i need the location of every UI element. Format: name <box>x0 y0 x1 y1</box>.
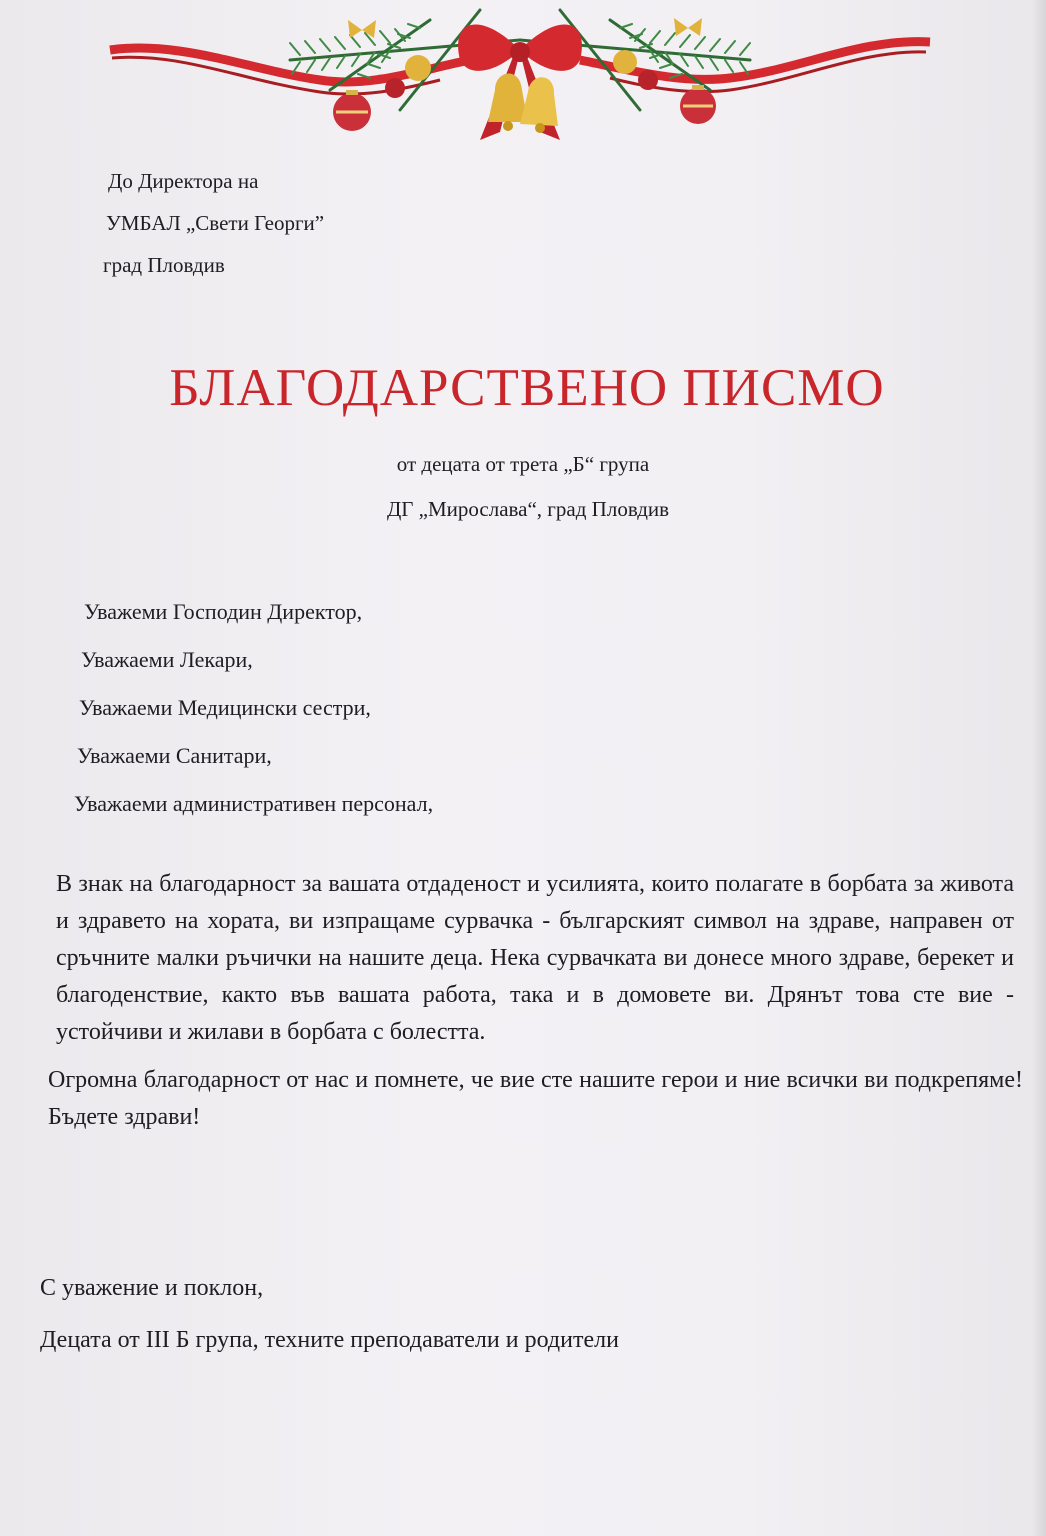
closing-block <box>40 1262 619 1366</box>
salutation-line: Уважаеми Медицински сестри, <box>79 695 371 720</box>
salutation-line: Уважеми Господин Директор, <box>84 599 363 624</box>
subtitle-line-1: от децата от трета „Б“ група <box>396 452 650 476</box>
body-paragraph-2: Огромна благодарност от нас и помнете, че вие сте нашите герои и ние всички ви подкрепяме! Бъдете здрави! <box>48 1067 1023 1130</box>
letter-title-wrapper <box>0 358 1046 418</box>
subtitle-line-2: ДГ „Мирослава“, град Пловдив <box>386 497 670 521</box>
salutation-line: Уважаеми Санитари, <box>77 743 272 768</box>
christmas-garland-icon <box>100 0 940 150</box>
recipient-line-1: До Директора на <box>108 169 259 193</box>
salutations-list <box>76 588 433 828</box>
letter-body <box>48 866 1023 1136</box>
recipient-block <box>103 160 325 286</box>
recipient-line-3: град Пловдив <box>103 253 225 277</box>
recipient-line-2: УМБАЛ „Свети Георги” <box>106 211 325 235</box>
salutation-line: Уважаеми административен персонал, <box>74 791 434 816</box>
closing-signature: Децата от III Б група, техните преподаватели и родители <box>40 1327 619 1353</box>
body-paragraph-1: В знак на благодарност за вашата отдаденост и усилията, които полагате в борбата за живота и здравето на хората, ви изпращаме сурвачка - българският символ на здраве, направен от сръчните малки ръчички на нашите деца. Нека сурвачката ви донесе много здраве, берекет и благоденствие, както във вашата работа, така и в домовете ви. Дрянът това сте вие - устойчиви и жилави в борбата с болестта. <box>56 871 1014 1045</box>
closing-line-1: С уважение и поклон, <box>40 1275 264 1301</box>
salutation-line: Уважаеми Лекари, <box>81 647 253 672</box>
letter-title: БЛАГОДАРСТВЕНО ПИСМО <box>169 359 885 417</box>
